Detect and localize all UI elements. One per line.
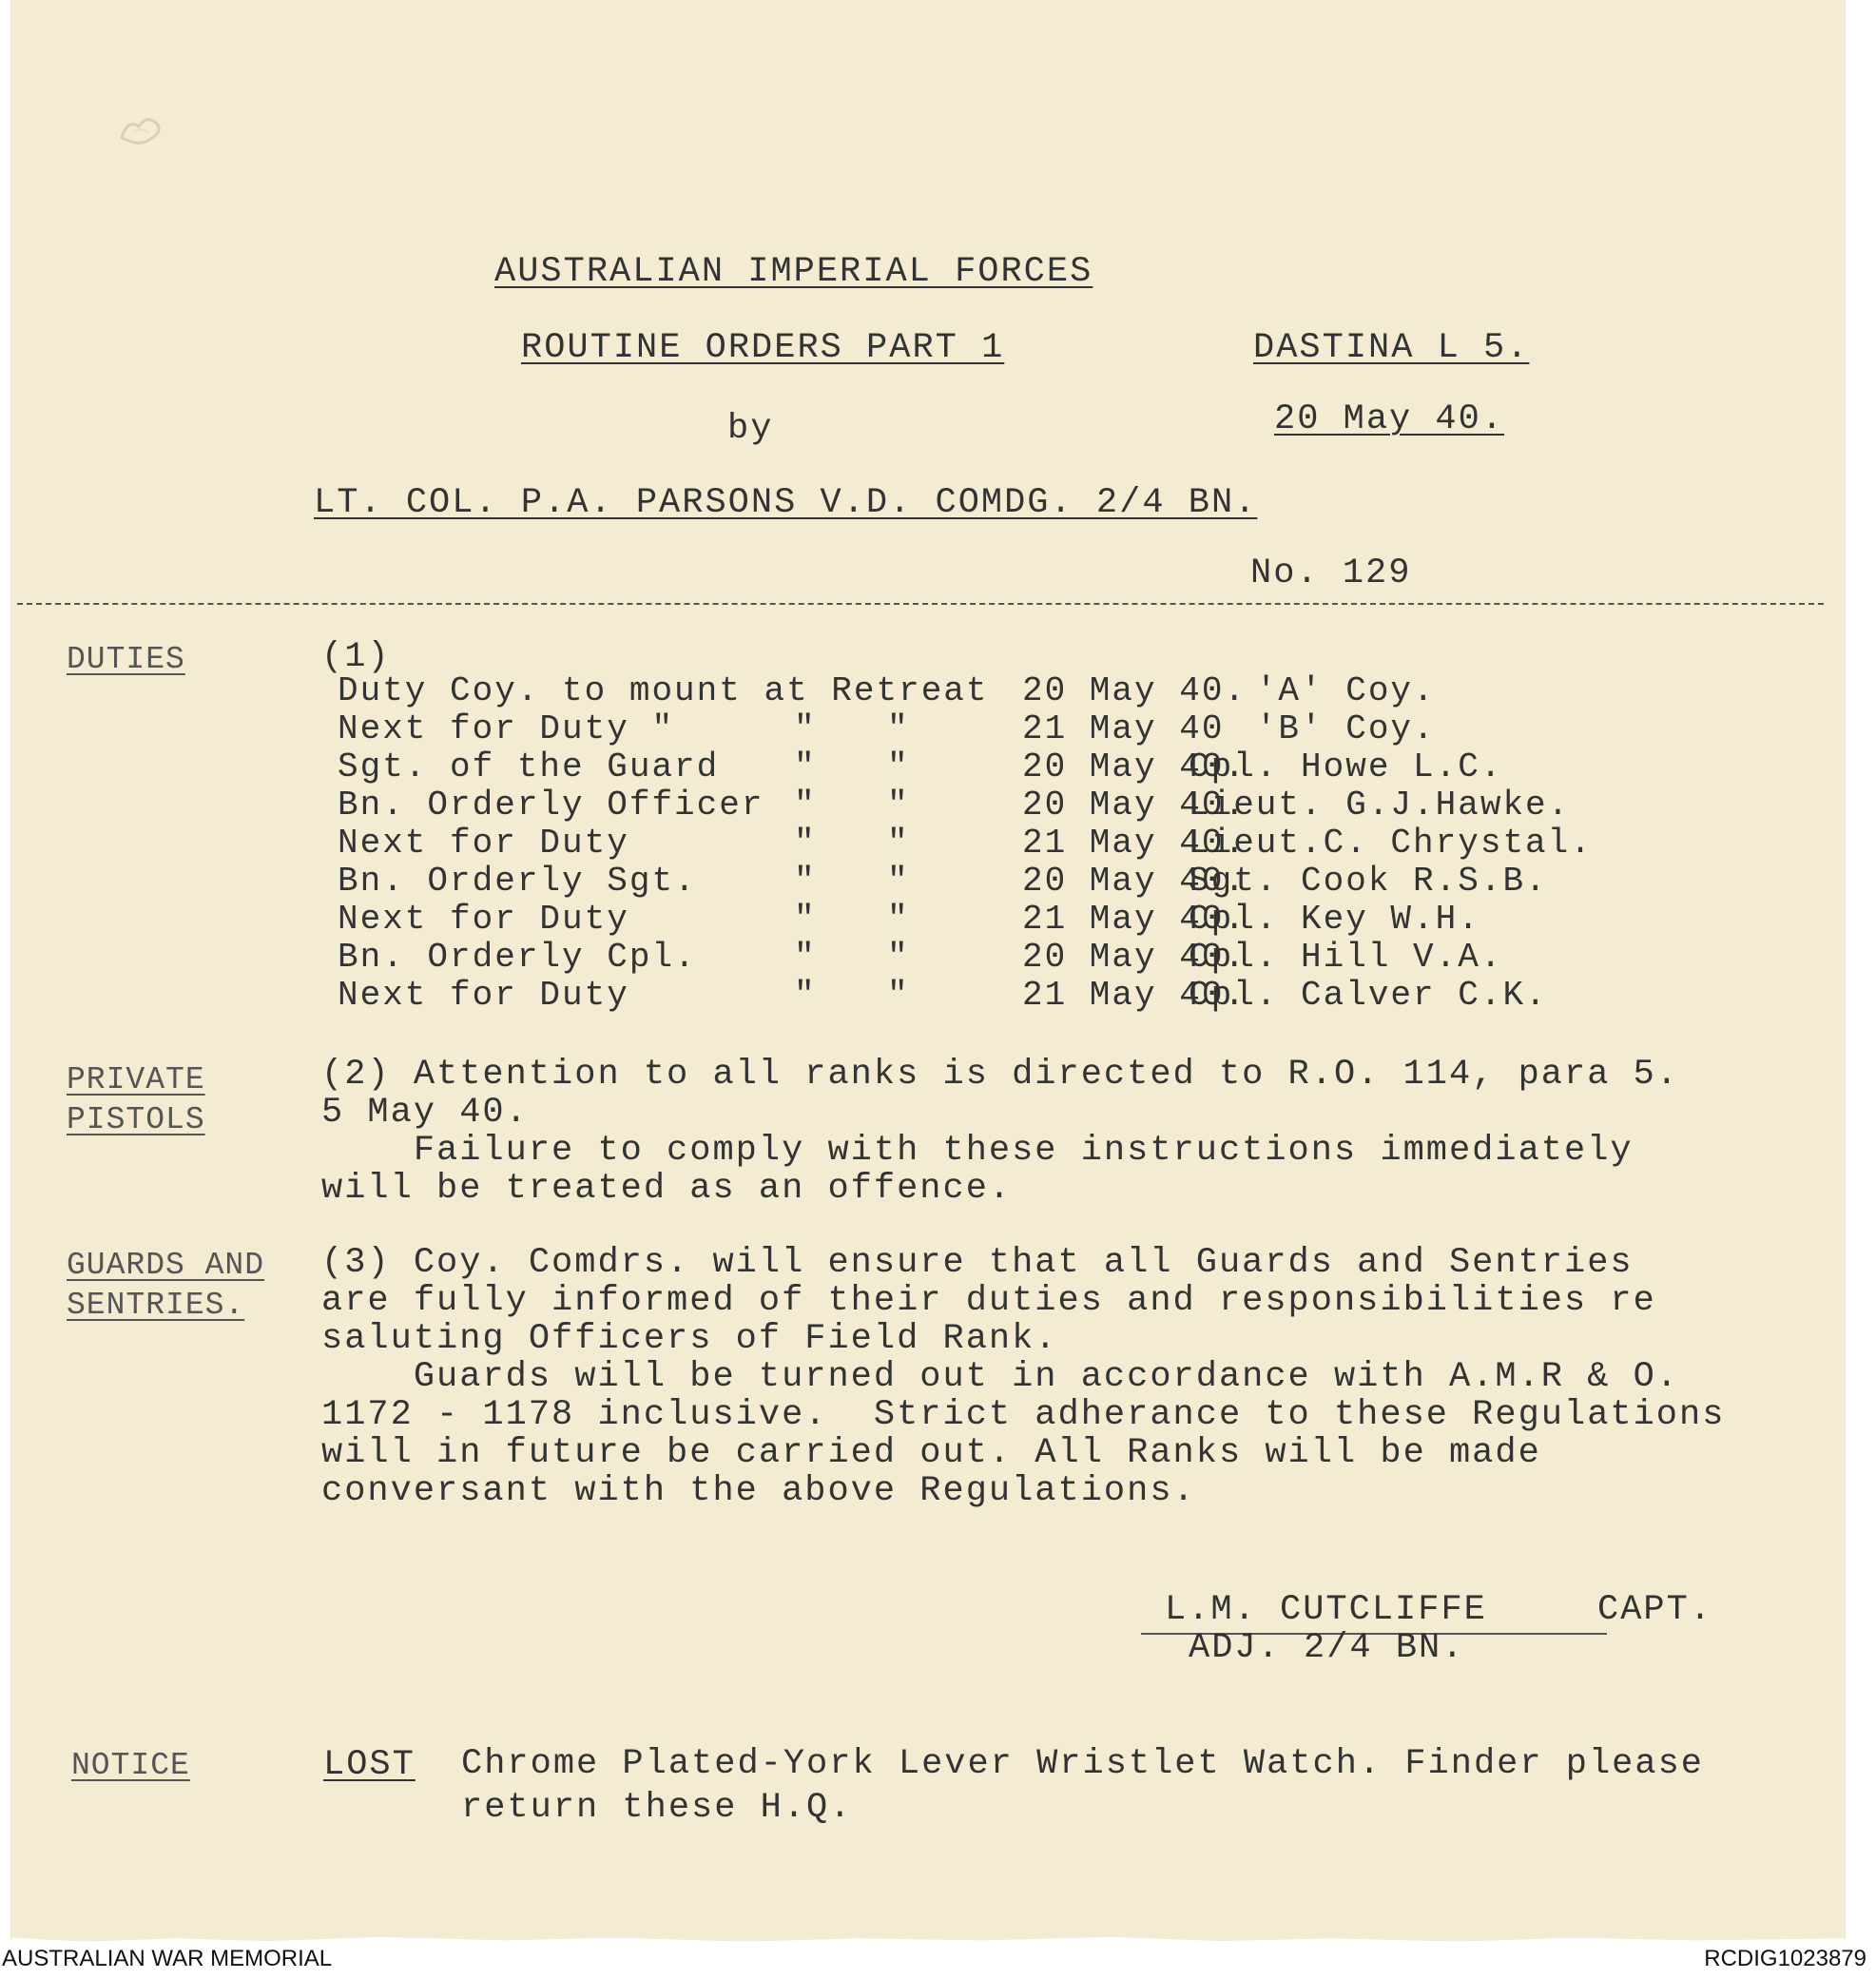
duty-date: 20 May 40. [1022,671,1247,710]
signatory-name: L.M. CUTCLIFFE [1165,1590,1487,1630]
notice-text: Chrome Plated-York Lever Wristlet Watch. Finder please return these H.Q. [461,1744,1704,1828]
ditto-mark: " [794,747,817,786]
duty-description: Bn. Orderly Cpl. [338,938,697,977]
duty-date: 20 May 40. [1022,786,1247,825]
ditto-mark: " [887,938,910,977]
lost-label: LOST [323,1745,416,1785]
ditto-mark: " [887,709,910,748]
duty-date: 20 May 40. [1022,747,1247,786]
embossed-stamp-icon [114,109,171,152]
order-number: No. 129 [1250,553,1412,593]
order-date: 20 May 40. [1274,399,1505,439]
duty-date: 21 May 40. [1022,824,1247,863]
footer-reference-id: RCDIG1023879 [1704,1946,1866,1971]
ditto-mark: " [794,862,817,901]
duty-description: Next for Duty [338,900,629,939]
duty-description: Bn. Orderly Officer [338,786,764,825]
section-label-guards-sentries: GUARDS AND SENTRIES. [67,1248,265,1323]
ditto-mark: " [794,824,817,863]
signatory-appointment: ADJ. 2/4 BN. [1189,1628,1465,1668]
ditto-mark: " [887,747,910,786]
duty-detail: 'B' Coy. [1189,709,1436,748]
duties-para-number: (1) [321,637,391,677]
header-divider [17,603,1824,605]
ditto-mark: " [794,976,817,1015]
routine-orders-heading: ROUTINE ORDERS PART 1 [521,328,1005,368]
duty-description: Next for Duty [338,824,629,863]
duty-date: 21 May 40. [1022,976,1247,1015]
signatory-rank: CAPT. [1597,1590,1713,1630]
duty-description: Bn. Orderly Sgt. [338,862,697,901]
section-label-duties: DUTIES [67,642,185,677]
duty-detail: Lieut.C. Chrystal. [1189,824,1593,863]
by-label: by [727,409,774,449]
ditto-mark: " [887,786,910,825]
ditto-mark: " [794,709,817,748]
private-pistols-text: (2) Attention to all ranks is directed to R.O. 114, para 5. 5 May 40. Failure to comply with these instructions immediately will be treated as an offence. [321,1055,1680,1209]
ditto-mark: " [887,976,910,1015]
duty-detail: Sgt. Cook R.S.B. [1189,862,1548,901]
ditto-mark: " [794,786,817,825]
location: DASTINA L 5. [1253,328,1530,368]
footer-credit: AUSTRALIAN WAR MEMORIAL [2,1946,333,1971]
duty-description: Next for Duty " [338,709,675,748]
duty-date: 21 May 40 [1022,709,1225,748]
ditto-mark: " [794,900,817,939]
duty-detail: 'A' Coy. [1189,671,1436,710]
document-title: AUSTRALIAN IMPERIAL FORCES [494,252,1093,292]
duty-description: Duty Coy. to mount at Retreat [338,671,989,710]
duty-detail: Cpl. Hill V.A. [1189,938,1503,977]
duty-date: 21 May 40. [1022,900,1247,939]
duty-detail: Cpl. Calver C.K. [1189,976,1548,1015]
duty-detail: Cpl. Howe L.C. [1189,747,1503,786]
ditto-mark: " [887,862,910,901]
ditto-mark: " [887,900,910,939]
ditto-mark: " [794,938,817,977]
section-label-notice: NOTICE [71,1748,190,1783]
commander-line: LT. COL. P.A. PARSONS V.D. COMDG. 2/4 BN. [314,483,1258,523]
duty-date: 20 May 40. [1022,938,1247,977]
duty-description: Sgt. of the Guard [338,747,720,786]
ditto-mark: " [887,824,910,863]
duty-date: 20 May 40. [1022,862,1247,901]
duty-detail: Lieut. G.J.Hawke. [1189,786,1571,825]
section-label-private-pistols: PRIVATE PISTOLS [67,1062,205,1137]
guards-sentries-text: (3) Coy. Comdrs. will ensure that all Guards and Sentries are fully informed of their duties and responsibilities re saluting Officers of Field Rank. Guards will be turned out in accordance with A.M.R & O. 1172 - 1178 inclusive. Strict adherance to these Regulations will in future be carried out. All Ranks will be made conversant with the above Regulations. [321,1243,1726,1511]
duty-description: Next for Duty [338,976,629,1015]
duty-detail: Cpl. Key W.H. [1189,900,1480,939]
